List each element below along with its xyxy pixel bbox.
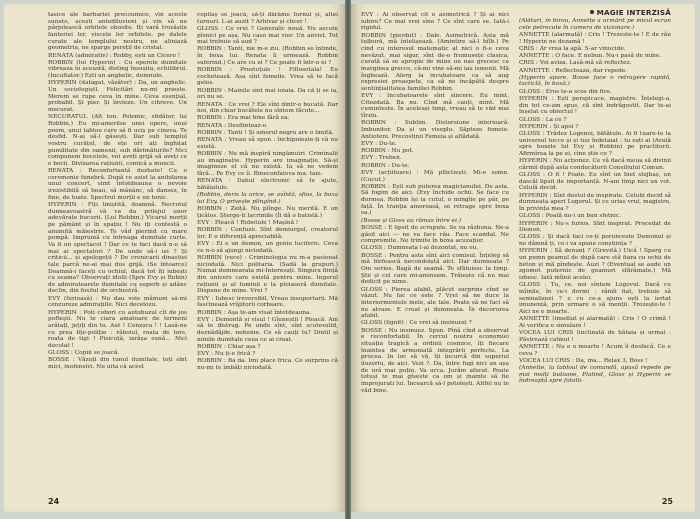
dialogue-paragraph: EVY : Nu ți-e frică ? xyxy=(197,351,256,358)
dialogue-paragraph: EVY : Ei e un demon, un geniu luciferic. Ceva ce n-o să ajungi niciodată. xyxy=(197,241,338,254)
dialogue-paragraph: BOSSE : E lipsit de scrupule. Se va răzbuna. Ne-a găsit aici — ne va face rău. Face scandal. Ne compromite. Ne trimite în boxa acuzațior. xyxy=(361,224,509,245)
dialogue-paragraph: HYPERIN (datagat, văzător) : Da, un anghelic. Un sociologiștl. Felicitări nu-mi priește. Merem se rupe ceva în mine. Ceva esențial, probabil. Și pier. Și învieze. Un cihreve. Un mecurat. xyxy=(48,80,187,113)
dialogue-paragraph: ROBBIN : Nu pot. xyxy=(361,148,414,155)
dialogue-paragraph: RENATA : Reconfortantă dezbate! Ca o ceremonie funebră. După ce asist la anihilarea unui concert, simt întotdeauna o nevoie irezistibilă să beau, să mânânc, să dansez, în fine, de toate. Spectrul morții e un tonic. xyxy=(48,168,187,201)
dialogue-paragraph: RENATA : Ce vrei ? Ele sînt dintr-o bucată. Dar noi, din chiar bucătele nu sîntem făcute... xyxy=(197,101,338,115)
dialogue-paragraph: CRIS : Voi aviza. Lasă-mă să reflectez. xyxy=(519,60,632,67)
running-header xyxy=(590,8,671,17)
dialogue-paragraph: (Bosse și Gloss au rămas între ei.) xyxy=(361,217,462,224)
dialogue-paragraph: ROBBIN : Du-te. xyxy=(361,162,410,169)
right-page xyxy=(351,4,695,512)
dialogue-paragraph: (Alături, în birou, Annette a urmărit pe micul ecran cele petrecute în camera de vizionare.) xyxy=(519,18,671,31)
dialogue-paragraph: GLOSS : Tu, ce, noi sîntem Logovul. Dacă cu mîinile, în ce-i dormi : rămîi fiat, trebuie să semnalizezi ? e cu ce-a ajuns ești la iertat imunență, prin urmare o să menții. Trezește-te ! Aici ne e moarte. xyxy=(519,282,671,315)
dialogue-paragraph: ROBBIN : Era mai bine fără ea. xyxy=(197,115,290,122)
bullet-icon xyxy=(590,10,594,14)
dialogue-paragraph: EVY (furioasă) : Nu dau voie mămuni să-mi cenzureze admirațiile. Nici decelozu. xyxy=(48,295,187,309)
dialogue-paragraph: EVY : Pleacă ! Robotule ! Mașină ! xyxy=(197,220,299,226)
dialogue-paragraph: ROBBIN : Ba da. Imi place frica. Ce surprins că nu-mi te îmbâți niciodată. xyxy=(197,358,338,372)
dialogue-paragraph: ROBBIN : Tanti ! Și umorul negru are o limită. xyxy=(197,129,334,136)
dialogue-paragraph: GLOSS : Copiii se joacă. xyxy=(48,350,120,357)
dialogue-paragraph: HYPERIN : Poti cobori cu autobuzul cît de jos poftești. Nu te ciara amatoare de termeni arătați, jețiți din tu. Aut ! Cenzura ! ! Lasă-ne cu prea fițe-poliție : răboiul, roata de tors, roata de tigi ! Pisicuță, iarășa sună... Nici decolat ! xyxy=(48,309,187,349)
dialogue-paragraph: NECURATUL (Alt ton. Polemic, sfidător, lui Robbin.) Eu mi-amerilse unei opere, unui poem, unui tablou care să fi uciș pe cineva. Te desfid. N-ai să-l găsești. Dar sub templul vostru curățel, de ețe ori ați înghițat pumilitate din oamenii, sub dărimăturile? Nici compunem bocetele, voi aveți grijă să aveți ce e bocii. Divizarea rațiunii, comică a muncii. xyxy=(48,114,187,167)
dialogue-paragraph: ROBBIN : Mainile sînt mai ioiaia. Da că ți se ia, ori nu se. xyxy=(197,87,338,101)
dialogue-paragraph: BOSSE : Pentru asta sînt aici comisul. Înțeleg să mă bîrfească necondoiștă aici. Dar dumneata ? Om serios. Bagă de seamă. Te sfătuiesc la timp. Știi și cel care mi-aminsem. Trăiește că nu mai dedicit pe nime. xyxy=(361,252,509,286)
dialogue-paragraph: GLOSS : Poată nu-i un bun sfetnic. xyxy=(519,213,621,220)
dialogue-paragraph: ROBBIN : Prostuțule ! Fillosotala! Eu cochetează. Asa sînt femeile. Vrea să te facă gelos. xyxy=(197,67,338,87)
dialogue-paragraph: GLOSS (lignit) : Ce vrei să insinuezi ? xyxy=(361,320,472,327)
right-page-column-2 xyxy=(519,18,671,498)
dialogue-paragraph: RENATA : Desfiinteaz-o. xyxy=(197,122,268,129)
dialogue-paragraph: EVY : Du-te. xyxy=(361,140,397,147)
dialogue-paragraph: CRIS : Ar vrea la apă. S-ar vinucide. xyxy=(519,45,626,52)
dialogue-paragraph: ANNETTE : Reflecteaza, dar repede. xyxy=(519,67,628,74)
dialogue-paragraph: BOSSE : Văzuți din tunul dumitale, toți sînt mici, inofensivi. Nu uita că acest xyxy=(48,357,187,371)
dialogue-paragraph: tasice ale barbariei precoumice, vin aceste sunete, acești antediluvieni și vin să ne pârjolească orbitele obosite. Iți vară trozășile fanteriei ler, viscele ler orbitele, pe dalele curate ale templului nostru, ne aliniază geometria, ne sparge perețil de cristal. xyxy=(48,12,187,52)
dialogue-paragraph: RENATA (admirativ) : Robby, ești un Cicero ! xyxy=(48,52,181,59)
left-page xyxy=(4,4,345,512)
dialogue-paragraph: EVY : Treben. xyxy=(361,155,402,162)
dialogue-paragraph: GLOSS : Și dacă faci ce-ți porunceste Demonul și ne dămnă ți, ce-i va spune conștiința ? xyxy=(519,234,671,248)
dialogue-paragraph: EVY : Ai observat cît e asimetrică ? Și ai nici iubire? Ce mai vrei sîne ? Ce sînt care se. Iată-i rigidul. xyxy=(361,12,509,32)
dialogue-paragraph: GLOSS : Pierea afabil, plăcut surprins cînd se văzut. Nu fac ce este ? Vrei să ne duce la interiormentele mele, ale tale. Poate să ne faci să ne atrase. E creat și dumneata. În decorurea afabil. xyxy=(361,286,509,320)
left-page-column-1 xyxy=(48,12,187,492)
dialogue-paragraph: HYPERIN : Sînt destul de inspirate. Celulii decid să dumneata aperi Logorul. Și ce urias vrui, magistre, în privința mea ? xyxy=(519,192,671,213)
dialogue-paragraph: ANNETTE (alarmată) : Cris ! Trezeste-te ! E de rău ! Hyperin ne dezamă ! xyxy=(519,31,671,45)
dialogue-paragraph: copilaș se joacă, să-ți dărâme turnul și, altei turnuri. L-ai auzit ? Arhivar și clicer ! xyxy=(197,12,338,25)
dialogue-paragraph: (Hyperin apare. Bosse face o retragere rapidă, tacticlă, în boxă.) xyxy=(519,74,671,88)
dialogue-paragraph: BOSSE : Nu insinuez. Spun. Pînă cînd a observat e reconfortabil. În cercul nostru economiei situația tragică a ordinii cosmice, îți fiecare înaintea de armoniată integrării perfecte. La procea. In loc să vă, îți încurcă din superiul iluzoriu, de aici. Vezi ?. Da, între fugi nici un așa de ură mai puțin. Va urca. Jurăm afurat. Poate totuși te mai gîseste ca om și inainte să fie imprejurati lui. Încearcă să-l potolești. Altfel nu te văd bine. xyxy=(361,327,509,394)
dialogue-paragraph: HYPERIN : Nu-s furios. Sînt inspirat. Procedat de Demon. xyxy=(519,220,671,234)
dialogue-paragraph: ROBBIN : Confuzii. Sînt demiurgul, creatorul lor. E o diferență apreciabilă. xyxy=(197,227,338,240)
dialogue-paragraph: GLOSS : Trădez Logenoi, bătătule. Ai fi tuare-te la universul tocce și și tuo îndetaiat : tu ești ai (Arată spre boxele lui Evy și Robbin) pe practitorii. Afirmîrea la pe ei, cine știe ce ? xyxy=(519,131,671,157)
page-number-right: 25 xyxy=(661,497,673,506)
dialogue-paragraph: (Annette, la tabloul de comandă, apasă repede pe mai mulți butoane, Platind, Gloss și Hyperin se îndreaptă spre fotolii- xyxy=(519,365,671,385)
dialogue-paragraph: RENATA : Vreau să spun : închipuiește-ți că nu există. xyxy=(197,137,338,150)
dialogue-paragraph: ANNETTE : O face. E nebun. Nu-i pasă de mine. xyxy=(519,53,662,60)
dialogue-paragraph: EVY : Incubatoarele sînt sincere. Eu mint. Citezdată. Ba nu. Cînd mă cauți, mint. Mă cuminteste. În aceleași timp, vreau să te văd mai tîrziu. xyxy=(361,93,509,120)
dialogue-paragraph: GLOSS : Ce vrei ? Generalic nouă. Nu ascute pîsnici pe așa. Nu caso mai vier. Un anvist. Tot mai trebuie să aud ? xyxy=(197,25,338,46)
dialogue-paragraph: EVY : Demontă și visul ! Gîuneștii ! Pleacă. Am să te distrug. Pe unde sînt, sînt scutesulid, deznădăjde, nebunie. Ce să cauți tu? Dintil și nimile dumitale ceea ce ai creat. xyxy=(197,316,338,343)
dialogue-paragraph: ROBBIN : Chiar așa ? xyxy=(197,343,261,350)
dialogue-paragraph: ROBBIN : Nu mă inspiră ningămuiri. Criminalii au imaginație. Hyperin are imaginație. Să-și imagineze el că nu există. Ia să ne vedem fără... Pe Evy ce îi. Bineconfalova ma. taie. xyxy=(197,151,338,178)
dialogue-paragraph: ANNETTE : Nu e o moarte ! Acum îi desfacă. Ce e ceva ? xyxy=(519,343,671,357)
dialogue-paragraph: HYPERIN : Fiți liniștită, doamnă. Necrotul dunneavoastră vă va da prilejul unor adevărate bucurii. (Lui Robbin.) Vicarul morții pe pământ și în spațiu ! Nu iți contestă o anumită măiestrie. Te văd pierind cu mare pompă. Imprumă cu întreaga dumitale curte. Va fi un spectacol ! Dar ce te faci dacă n-o să mai ai spectatori ? De unde să-i iei ? Și criticii... și apologeții ? De cronicarii dinastiei tale parcă ne-ai mai dus grijă. (Se întoarce) Doamnă-i faceți cu ochiul, dacă tot îți iubești cu seama? Observați idolii (Spre Evy și Robin) de admiratoarele dumitale cu superb și adânc declin, din fosilul de orchestră. xyxy=(48,201,187,295)
dialogue-paragraph: GLOSS : Dumneata l-ai dezontat, nu eu. xyxy=(361,245,479,252)
dialogue-paragraph: GLOSS : La ce ? xyxy=(519,116,567,123)
dialogue-paragraph: RENATA : Dahul electronic să te ajute, bătăiatule. xyxy=(197,178,338,191)
dialogue-paragraph: ROBBIN : Tanti, nie m-e ziu. (Robbin se întinde, în boxa lui. Renata îi urmează. Robbin suferind.) Ce are cu ei ? Ce poate fi într-o ei ? xyxy=(197,46,338,66)
dialogue-paragraph: HYPERIN : Și apoi ? xyxy=(519,123,579,130)
dialogue-paragraph: GLOSS : O fi ! Poate. Eu sînt un biet slujbaș, un dascăl lipsit de importanță. N-am timp nici un vot. Celulă decid. xyxy=(519,172,671,192)
dialogue-paragraph: ANNETTE (imediat și alarmată) : Cris ! O crimă ! Ai verifica o simulare ! xyxy=(519,316,671,329)
dialogue-paragraph: HYPERIN : Nu acționez. Ce vă dacă meua să divinii cărmii după asta conducătorii Consiliului Comun. xyxy=(519,158,671,171)
dialogue-paragraph: ROBBIN : Așa te-am visat întotdeauna. xyxy=(197,309,312,316)
dialogue-paragraph: GLOSS : Eros te-a scos din fire. xyxy=(519,88,612,95)
running-header-title: MAGIE INTERZISĂ xyxy=(596,8,671,17)
dialogue-paragraph: EVY (acțiitoare) : Mă pllictiești. Mi-e somn. (Cucut.) xyxy=(361,169,509,183)
dialogue-paragraph: HYPERIN : Ești perspicace, magistre. Înțelegi-a, din tot ce-am spus, că sînt îndrăgostit. Dar te-ai înșelat cu obiectul ! xyxy=(519,95,671,116)
dialogue-paragraph: ROBBIN (rece) : Criminologia nu m-a pasionat niciodată. Nici politaria. (Sadă la grupuri.) Numai dumnearata mi-Interesați. Singura ființă din univers care există pentru mine. Ingerul rațiunii și al luminii e la ploiaseră dumitale. Dispune de mine. Vrei ? xyxy=(197,255,338,295)
dialogue-paragraph: ROBBIN (lui Hyperin) : Cu operele dumitale vibreaza în această, disting însușita, echilibrul. (Incultator.) Ești un anghelic, domnule. xyxy=(48,59,187,80)
dialogue-paragraph: EVY : Iubesc ireversibil. Vreau insuportarii. Mă fascinează vrăjitorii corbsare. xyxy=(197,295,338,309)
dialogue-paragraph: ROBBIN : Sublim. Distorsiune interioară. Imbunitor. Da și un visoplu. Săpteze femeie. Antioteni. Precostinii Femeia și altădată. xyxy=(361,120,509,140)
dialogue-paragraph: ROBBIN : Ești sub puterea magicianului. De asta. Să fugim de aici. (Evy închide ochii. Se face cu dormea. Robbin își ia cutul, o mingîie pe păr, pe față. În tranția amoroasă, se retrage spre boxa sa.) xyxy=(361,183,509,217)
left-page-column-2 xyxy=(197,12,338,492)
dialogue-paragraph: VOCEA LUI CRIS : Da, ma... Relax 3, Boss ! xyxy=(519,357,648,364)
dialogue-paragraph: ROBBIN : Zeiță. Nu plînge. Nu merită. E un țicălos. Șterge-ți lacrimile (Îi dă o batistă.) xyxy=(197,206,338,219)
dialogue-paragraph: VOCEA LUI CRIS (inclinată de bătaia și urma) : Păstrează calmul ! xyxy=(519,330,671,343)
page-number-left: 24 xyxy=(48,497,60,506)
dialogue-paragraph: ROBBIN (pierdut) : Dale. Asimetrică. Asta mă tulbură, mă întelișează. (Amintire să-l bîlb.) Pe cind cu interesul matematic al nici o fi-e ceva nevăzut, mai sigur, sînt de-o frumusețe clasica, curată să se apropie de mine un nas grecesc ca marginea grecce, că-mi vine să-mi iau ismenii. Mă înghează. Alerg la incubatoare ca să aug expresiei proaspete, ca să ne încăpătă despre sentințialitatea familiei Robbin. xyxy=(361,32,509,92)
dialogue-paragraph: (Robbin, deris la orice, se avîntă, sfios, la boxa lui Evy. O privește plîngînd.) xyxy=(197,192,338,205)
right-page-column-1 xyxy=(361,12,509,492)
dialogue-paragraph: HYPERIN : Să denunț ? (Grevită.) Uică ! Sparg cu un pumn geamul de după care stă fiara cu ochii de beton și mă pîndește. Auzi ? (Eventual se aude un zgomot puternic de geamuri sfărâmate.) Mă izbesc. Iată mîinii acelei. xyxy=(519,248,671,281)
